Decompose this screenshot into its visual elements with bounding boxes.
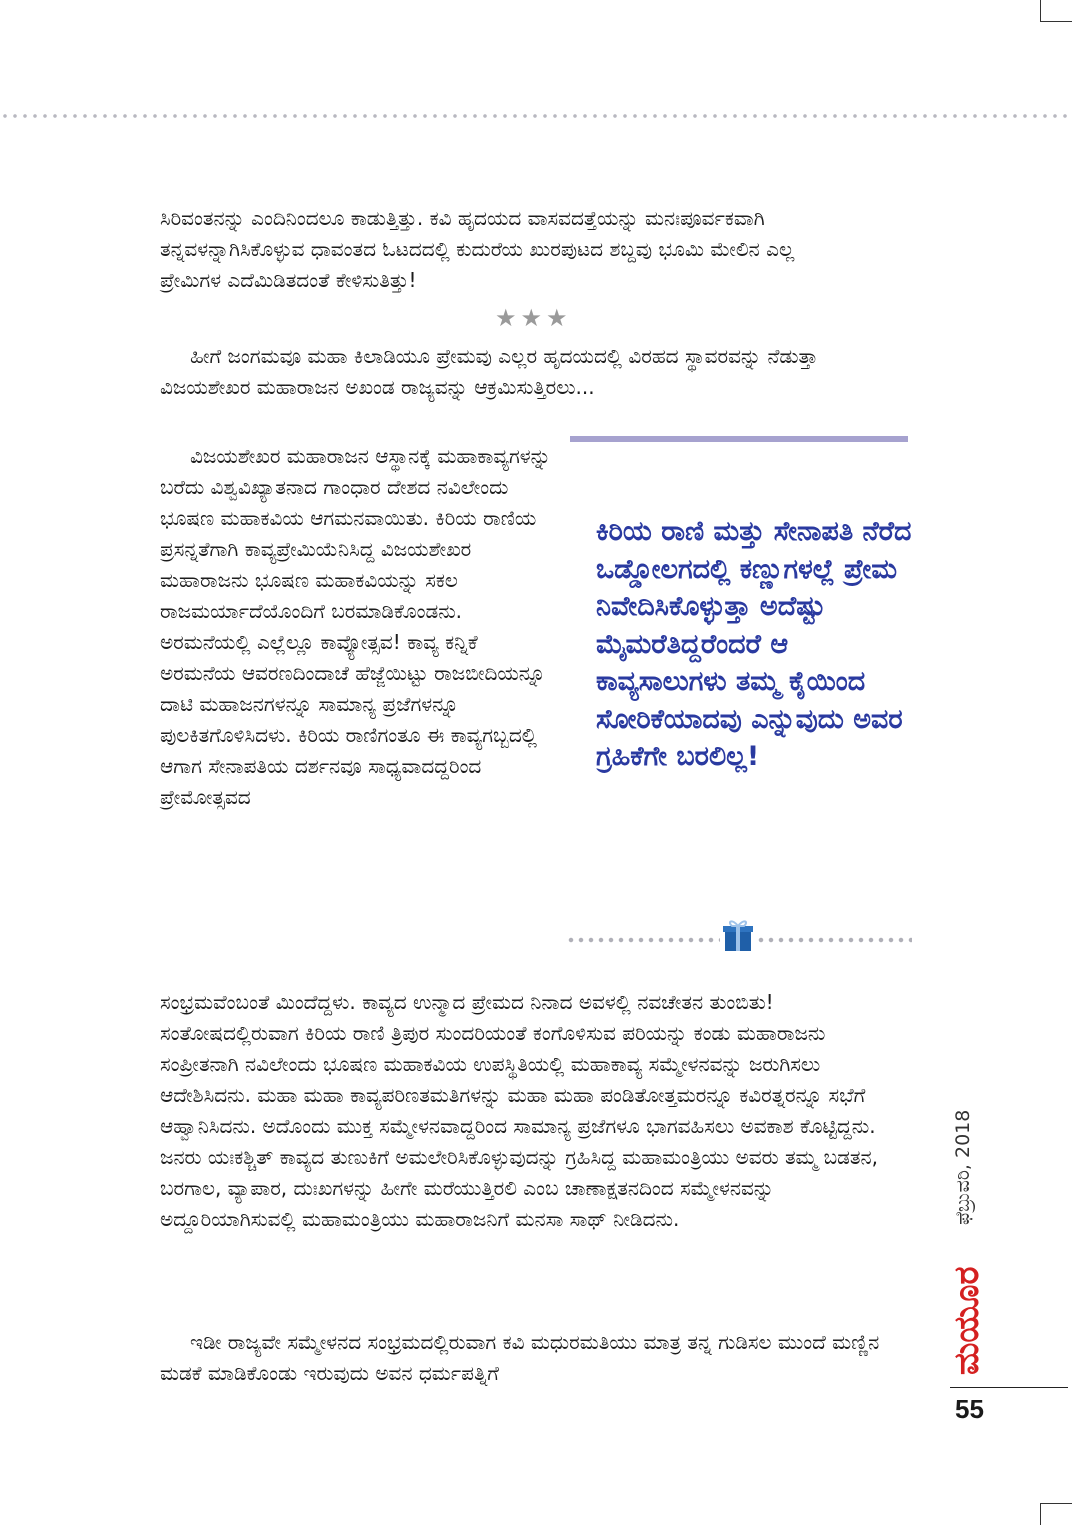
top-dotted-divider bbox=[0, 113, 1072, 119]
article-paragraph-2: ಹೀಗೆ ಜಂಗಮವೂ ಮಹಾ ಕಿಲಾಡಿಯೂ ಪ್ರೇಮವು ಎಲ್ಲರ ಹೃದಯದಲ್ಲಿ ವಿರಹದ ಸ್ಥಾವರವನ್ನು ನೆಡುತ್ತಾ ವಿಜಯಶೇಖರ ಮಹಾರಾಜನ ಅಖಂಡ ರಾಜ್ಯವನ್ನು ಆಕ್ರಮಿಸುತ್ತಿರಲು... bbox=[160, 344, 818, 399]
section-separator-stars: ★★★ bbox=[495, 304, 572, 332]
article-paragraph-5: ಇಡೀ ರಾಜ್ಯವೇ ಸಮ್ಮೇಳನದ ಸಂಭ್ರಮದಲ್ಲಿರುವಾಗ ಕವಿ ಮಧುರಮತಿಯು ಮಾತ್ರ ತನ್ನ ಗುಡಿಸಲ ಮುಂದೆ ಮಣ್ಣಿನ ಮಡಕೆ ಮಾಡಿಕೊಂಡು ಇರುವುದು ಅವನ ಧರ್ಮಪತ್ನಿಗೆ bbox=[160, 1330, 880, 1385]
crop-mark-bottom-right-h bbox=[1040, 1503, 1072, 1504]
article-paragraph-1: ಸಿರಿವಂತನನ್ನು ಎಂದಿನಿಂದಲೂ ಕಾಡುತ್ತಿತ್ತು. ಕವಿ ಹೃದಯದ ವಾಸವದತ್ತೆಯನ್ನು ಮನಃಪೂರ್ವಕವಾಗಿ ತನ್ನವಳನ್ನಾಗಿಸಿಕೊಳ್ಳುವ ಧಾವಂತದ ಓಟದದಲ್ಲಿ ಕುದುರೆಯ ಖುರಪುಟದ ಶಬ್ದವು ಭೂಮಿ ಮೇಲಿನ ಎಲ್ಲ ಪ್ರೇಮಿಗಳ ಎದೆಮಿಡಿತದಂತೆ ಕೇಳಿಸುತಿತ್ತು! bbox=[160, 206, 795, 292]
pull-quote-top-bar bbox=[570, 436, 908, 442]
page-number-rule bbox=[950, 1387, 1068, 1388]
crop-mark-top-right-h bbox=[1040, 21, 1072, 22]
article-paragraph-4: ಸಂಭ್ರಮವೆಂಬಂತೆ ಮಿಂದೆದ್ದಳು. ಕಾವ್ಯದ ಉನ್ಮಾದ ಪ್ರೇಮದ ನಿನಾದ ಅವಳಲ್ಲಿ ನವಚೇತನ ತುಂಬಿತು! ಸಂತೋಷದಲ್ಲಿರುವಾಗ ಕಿರಿಯ ರಾಣಿ ತ್ರಿಪುರ ಸುಂದರಿಯಂತೆ ಕಂಗೊಳಿಸುವ ಪರಿಯನ್ನು ಕಂಡು ಮಹಾರಾಜನು ಸಂಪ್ರೀತನಾಗಿ ನವಿಲೇಂದು ಭೂಷಣ ಮಹಾಕವಿಯ ಉಪಸ್ಥಿತಿಯಲ್ಲಿ ಮಹಾಕಾವ್ಯ ಸಮ್ಮೇಳನವನ್ನು ಜರುಗಿಸಲು ಆದೇಶಿಸಿದನು. ಮಹಾ ಮಹಾ ಕಾವ್ಯಪರಿಣತಮತಿಗಳನ್ನು ಮಹಾ ಮಹಾ ಪಂಡಿತೋತ್ತಮರನ್ನೂ ಕವಿರತ್ನರನ್ನೂ ಸಭೆಗೆ ಆಹ್ವಾನಿಸಿದನು. ಅದೊಂದು ಮುಕ್ತ ಸಮ್ಮೇಳನವಾದ್ದರಿಂದ ಸಾಮಾನ್ಯ ಪ್ರಜೆಗಳೂ ಭಾಗವಹಿಸಲು ಅವಕಾಶ ಕೊಟ್ಟಿದ್ದನು. ಜನರು ಯಃಕಶ್ಚಿತ್ ಕಾವ್ಯದ ತುಣುಕಿಗೆ ಅಮಲೇರಿಸಿಕೊಳ್ಳುವುದನ್ನು ಗ್ರಹಿಸಿದ್ದ ಮಹಾಮಂತ್ರಿಯು ಅವರು ತಮ್ಮ ಬಡತನ, ಬರಗಾಲ, ವ್ಯಾಪಾರ, ದುಃಖಗಳನ್ನು ಹೀಗೇ ಮರೆಯುತ್ತಿರಲಿ ಎಂಬ ಚಾಣಾಕ್ಷತನದಿಂದ ಸಮ್ಮೇಳನವನ್ನು ಅದ್ದೂರಿಯಾಗಿಸುವಲ್ಲಿ ಮಹಾಮಂತ್ರಿಯು ಮಹಾರಾಜನಿಗೆ ಮನಸಾ ಸಾಥ್ ನೀಡಿದನು. bbox=[160, 990, 878, 1231]
crop-mark-bottom-right bbox=[1040, 1503, 1041, 1525]
pull-quote: ಕಿರಿಯ ರಾಣಿ ಮತ್ತು ಸೇನಾಪತಿ ನೆರೆದ ಒಡ್ಡೋಲಗದಲ್ಲಿ ಕಣ್ಣುಗಳಲ್ಲೆ ಪ್ರೇಮ ನಿವೇದಿಸಿಕೊಳ್ಳುತ್ತಾ ಅದೆಷ್ಟು ಮೈಮರೆತಿದ್ದರೆಂದರೆ ಆ ಕಾವ್ಯಸಾಲುಗಳು ತಮ್ಮ ಕೈಯಿಂದ ಸೋರಿಕೆಯಾದವು ಎನ್ನುವುದು ಅವರ ಗ್ರಹಿಕೆಗೇ ಬರಲಿಲ್ಲ! bbox=[596, 516, 912, 772]
gift-box-icon bbox=[720, 917, 756, 953]
article-paragraph-3: ವಿಜಯಶೇಖರ ಮಹಾರಾಜನ ಆಸ್ಥಾನಕ್ಕೆ ಮಹಾಕಾವ್ಯಗಳನ್ನು ಬರೆದು ವಿಶ್ವವಿಖ್ಯಾತನಾದ ಗಾಂಧಾರ ದೇಶದ ನವಿಲೇಂದು ಭೂಷಣ ಮಹಾಕವಿಯ ಆಗಮನವಾಯಿತು. ಕಿರಿಯ ರಾಣಿಯ ಪ್ರಸನ್ನತೆಗಾಗಿ ಕಾವ್ಯಪ್ರೇಮಿಯೆನಿಸಿದ್ದ ವಿಜಯಶೇಖರ ಮಹಾರಾಜನು ಭೂಷಣ ಮಹಾಕವಿಯನ್ನು ಸಕಲ ರಾಜಮರ್ಯಾದೆಯೊಂದಿಗೆ ಬರಮಾಡಿಕೊಂಡನು. ಅರಮನೆಯಲ್ಲಿ ಎಲ್ಲೆಲ್ಲೂ ಕಾವ್ಯೋತ್ಸವ! ಕಾವ್ಯ ಕನ್ನಿಕೆ ಅರಮನೆಯ ಆವರಣದಿಂದಾಚೆ ಹೆಜ್ಜೆಯಿಟ್ಟು ರಾಜಬೀದಿಯನ್ನೂ ದಾಟಿ ಮಹಾಜನಗಳನ್ನೂ ಸಾಮಾನ್ಯ ಪ್ರಜೆಗಳನ್ನೂ ಪುಲಕಿತಗೊಳಿಸಿದಳು. ಕಿರಿಯ ರಾಣಿಗಂತೂ ಈ ಕಾವ್ಯಗಬ್ಬದಲ್ಲಿ ಆಗಾಗ ಸೇನಾಪತಿಯ ದರ್ಶನವೂ ಸಾಧ್ಯವಾದದ್ದರಿಂದ ಪ್ರೇಮೋತ್ಸವದ bbox=[160, 444, 551, 809]
page-number: 55 bbox=[955, 1394, 984, 1424]
magazine-title: ಮಯೂರ bbox=[947, 1266, 987, 1375]
issue-date: ಫೆಬ್ರುವರಿ, 2018 bbox=[952, 1109, 974, 1225]
crop-mark-top-right bbox=[1040, 0, 1041, 22]
magazine-sidebar bbox=[935, 1085, 995, 1375]
